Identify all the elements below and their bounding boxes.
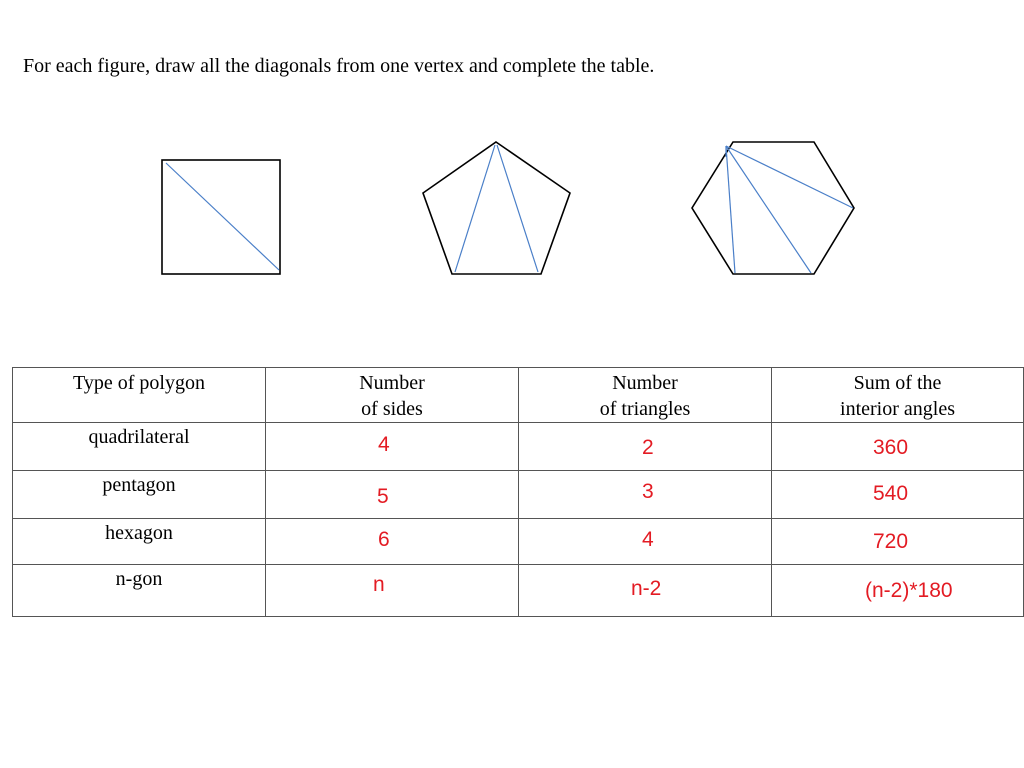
triangles-answer: n-2	[631, 577, 662, 600]
polygon-type: n-gon	[115, 568, 163, 590]
hexagon-diagonal-1	[726, 146, 853, 208]
header-triangles	[519, 368, 772, 423]
sum-cell	[772, 471, 1024, 519]
type-cell	[13, 423, 266, 471]
type-cell	[13, 471, 266, 519]
table-header-row	[13, 368, 1024, 423]
table-row	[13, 423, 1024, 471]
triangles-cell	[519, 471, 772, 519]
sum-cell	[772, 565, 1024, 617]
header-type-label: Type of polygon	[73, 372, 205, 394]
table-row	[13, 519, 1024, 565]
hexagon-diagonal-3	[726, 146, 735, 273]
sides-answer: 6	[378, 528, 390, 551]
header-sides	[266, 368, 519, 423]
triangles-cell	[519, 519, 772, 565]
square-outline	[162, 160, 280, 274]
sides-cell	[266, 423, 519, 471]
polygon-type: quadrilateral	[88, 426, 190, 448]
sides-cell	[266, 565, 519, 617]
pentagon-outline	[423, 142, 570, 274]
sum-answer: 540	[873, 482, 909, 505]
sides-answer: n	[373, 573, 385, 596]
square-diagonal	[166, 163, 279, 270]
table-row	[13, 471, 1024, 519]
triangles-cell	[519, 423, 772, 471]
hexagon-figure	[692, 142, 854, 274]
header-type	[13, 368, 266, 423]
sum-answer: 720	[873, 530, 909, 553]
header-sum-line2: interior angles	[840, 398, 955, 420]
sides-answer: 5	[377, 485, 389, 508]
type-cell	[13, 519, 266, 565]
triangles-answer: 3	[642, 480, 654, 503]
hexagon-diagonal-2	[726, 146, 811, 273]
triangles-cell	[519, 565, 772, 617]
header-triangles-line2: of triangles	[599, 398, 691, 420]
polygon-table	[12, 367, 1024, 617]
table-row	[13, 565, 1024, 617]
triangles-answer: 2	[642, 436, 654, 459]
header-sides-line1: Number	[359, 372, 425, 394]
triangles-answer: 4	[642, 528, 654, 551]
polygon-figures	[0, 130, 1024, 290]
type-cell	[13, 565, 266, 617]
instruction-text: For each figure, draw all the diagonals from one vertex and complete the table.	[23, 55, 655, 77]
sum-answer: 360	[873, 436, 909, 459]
pentagon-figure	[423, 142, 570, 274]
polygon-type: pentagon	[102, 474, 176, 496]
sum-cell	[772, 519, 1024, 565]
quadrilateral-figure	[162, 160, 280, 274]
sides-cell	[266, 519, 519, 565]
sum-answer: (n-2)*180	[865, 579, 953, 602]
sides-answer: 4	[378, 433, 390, 456]
header-sides-line2: of sides	[361, 398, 423, 420]
header-triangles-line1: Number	[612, 372, 678, 394]
hexagon-outline	[692, 142, 854, 274]
polygon-type: hexagon	[105, 522, 173, 544]
header-sum	[772, 368, 1024, 423]
header-sum-line1: Sum of the	[853, 372, 942, 394]
pentagon-diagonal-2	[497, 145, 538, 272]
sides-cell	[266, 471, 519, 519]
sum-cell	[772, 423, 1024, 471]
pentagon-diagonal-1	[455, 145, 495, 272]
